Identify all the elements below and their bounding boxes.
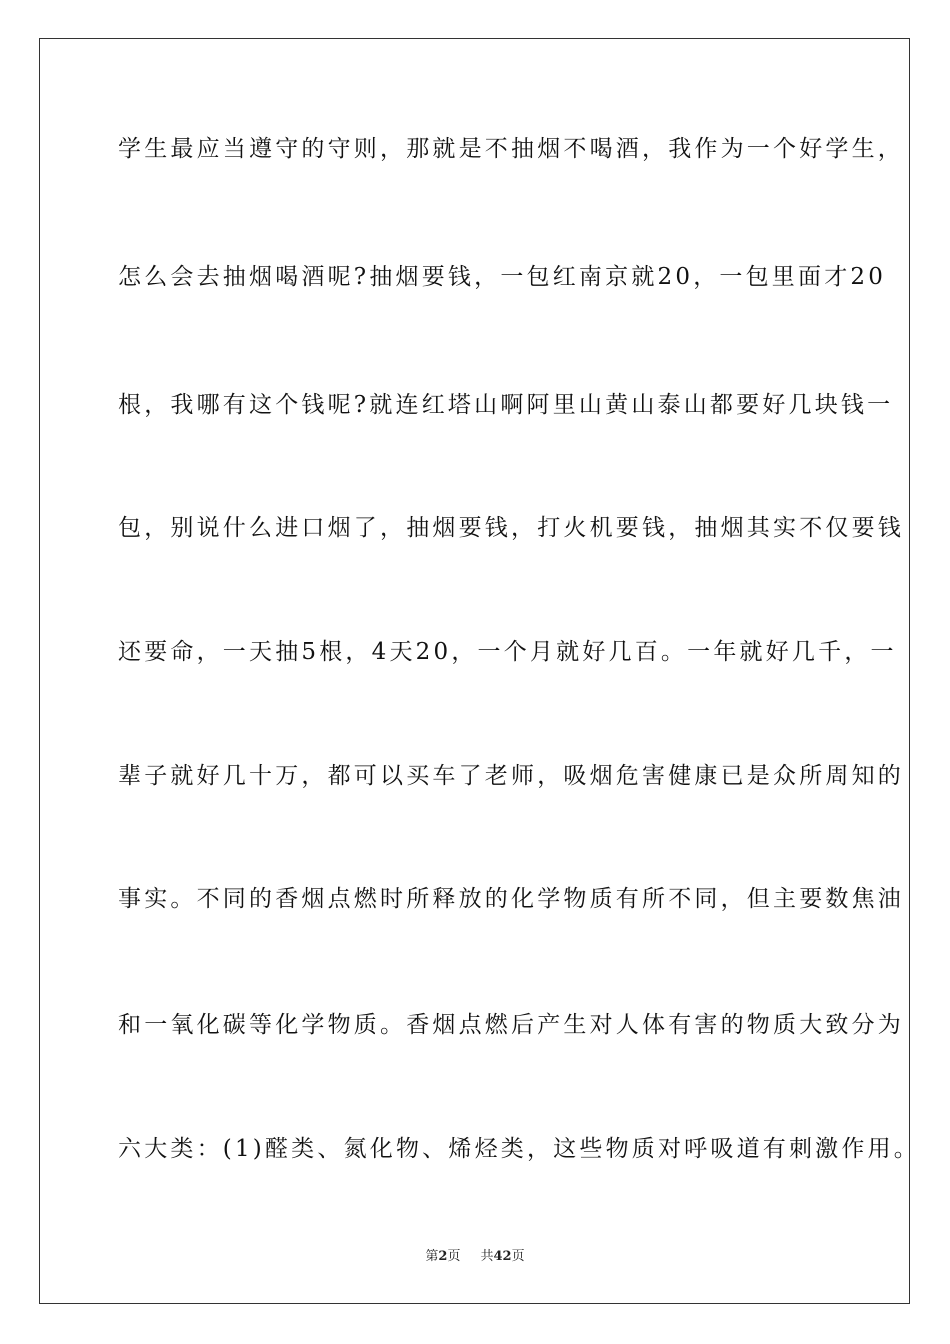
body-text-line-3: 根，我哪有这个钱呢?就连红塔山啊阿里山黄山泰山都要好几块钱一 (118, 392, 894, 418)
total-pages-number: 42 (493, 1249, 512, 1264)
body-text-line-8: 和一氧化碳等化学物质。香烟点燃后产生对人体有害的物质大致分为 (118, 1012, 904, 1038)
body-text-line-9: 六大类：(1)醛类、氮化物、烯烃类，这些物质对呼吸道有刺激作用。 (118, 1136, 920, 1162)
body-text-line-4: 包，别说什么进口烟了，抽烟要钱，打火机要钱，抽烟其实不仅要钱 (118, 515, 904, 541)
page-number-prefix: 第 (425, 1249, 439, 1264)
body-text-line-1: 学生最应当遵守的守则，那就是不抽烟不喝酒，我作为一个好学生， (118, 136, 904, 162)
page-footer (0, 1248, 950, 1266)
current-page-number: 2 (438, 1249, 448, 1264)
total-pages-prefix: 共 (480, 1249, 494, 1264)
page-number-suffix: 页 (447, 1249, 461, 1264)
body-text-line-7: 事实。不同的香烟点燃时所释放的化学物质有所不同，但主要数焦油 (118, 886, 904, 912)
body-text-line-6: 辈子就好几十万，都可以买车了老师，吸烟危害健康已是众所周知的 (118, 763, 904, 789)
total-pages-suffix: 页 (511, 1249, 525, 1264)
page-border (39, 38, 920, 1304)
body-text-line-2: 怎么会去抽烟喝酒呢?抽烟要钱，一包红南京就20，一包里面才20 (118, 264, 887, 290)
body-text-line-5: 还要命，一天抽5根，4天20，一个月就好几百。一年就好几千，一 (118, 639, 897, 665)
